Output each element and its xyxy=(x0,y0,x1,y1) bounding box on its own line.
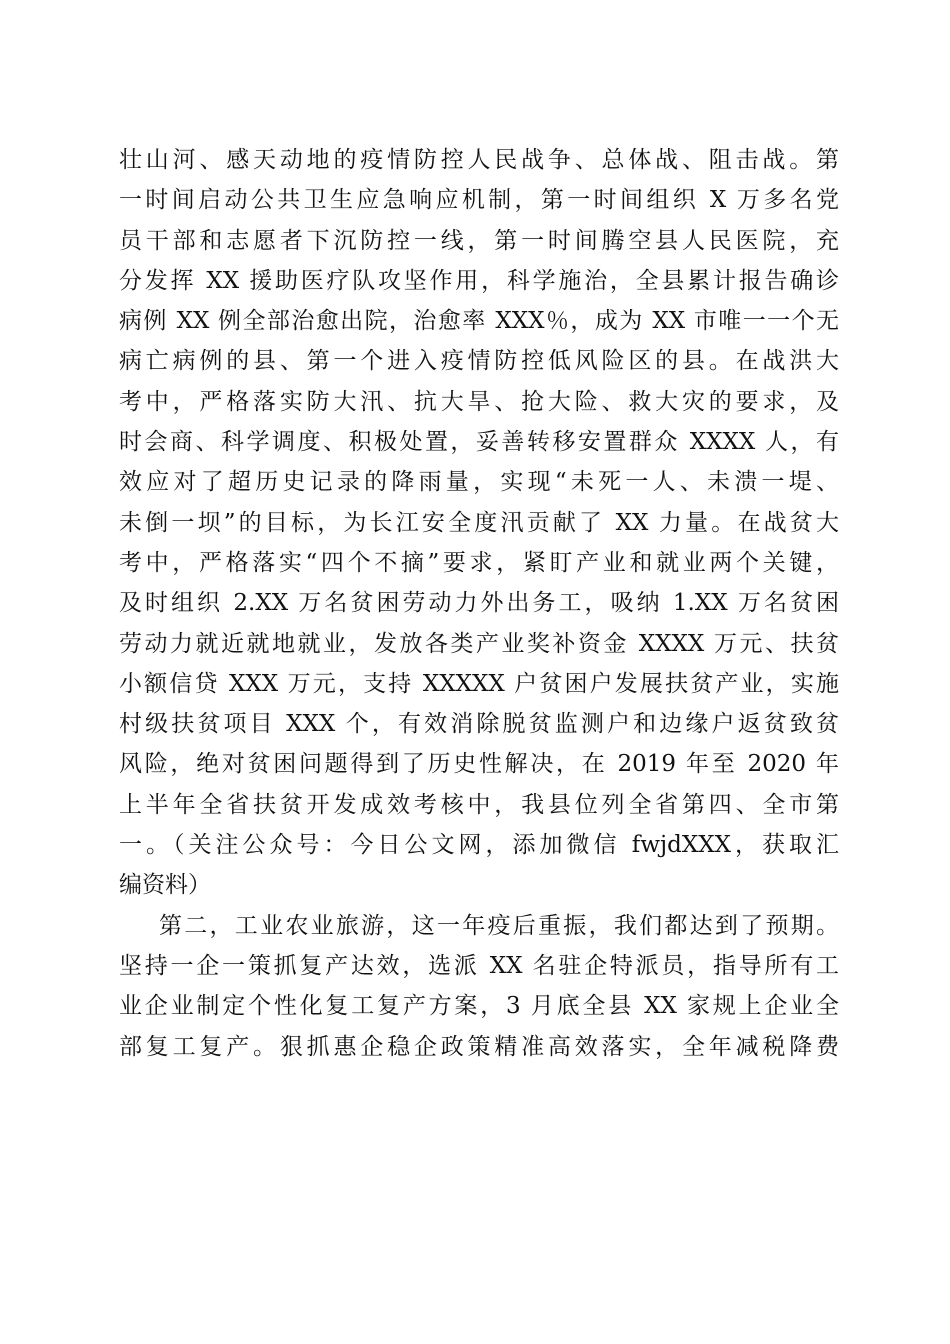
document-body xyxy=(119,140,839,1067)
paragraph-line: 及时组织 2.XX 万名贫困劳动力外出务工，吸纳 1.XX 万名贫困 xyxy=(119,590,839,617)
paragraph-line: 考中，严格落实“四个不摘”要求，紧盯产业和就业两个关键， xyxy=(119,549,839,576)
paragraph-line: 壮山河、感天动地的疫情防控人民战争、总体战、阻击战。第 xyxy=(119,147,839,173)
paragraph-2 xyxy=(119,906,839,1067)
paragraph-line: 业企业制定个性化复工复产方案，3 月底全县 XX 家规上企业全 xyxy=(119,993,839,1020)
paragraph-line: 病例 XX 例全部治愈出院，治愈率 XXX％，成为 XX 市唯一一个无 xyxy=(119,308,839,335)
paragraph-line: 劳动力就近就地就业，发放各类产业奖补资金 XXXX 万元、扶贫 xyxy=(119,630,839,657)
paragraph-line: 分发挥 XX 援助医疗队攻坚作用，科学施治，全县累计报告确诊 xyxy=(119,267,839,294)
paragraph-line: 村级扶贫项目 XXX 个，有效消除脱贫监测户和边缘户返贫致贫 xyxy=(119,711,839,738)
paragraph-line: 一。（关注公众号：今日公文网，添加微信 fwjdXXX，获取汇 xyxy=(119,832,839,859)
paragraph-line: 病亡病例的县、第一个进入疫情防控低风险区的县。在战洪大 xyxy=(119,348,839,375)
paragraph-line: 编资料） xyxy=(119,872,211,899)
paragraph-line: 未倒一坝”的目标，为长江安全度汛贡献了 XX 力量。在战贫大 xyxy=(119,509,839,536)
paragraph-line: 考中，严格落实防大汛、抗大旱、抢大险、救大灾的要求，及 xyxy=(119,388,839,415)
paragraph-line: 时会商、科学调度、积极处置，妥善转移安置群众 XXXX 人，有 xyxy=(119,429,839,456)
paragraph-1 xyxy=(119,140,839,906)
paragraph-line: 部复工复产。狠抓惠企稳企政策精准高效落实，全年减税降费 xyxy=(119,1033,839,1060)
paragraph-line: 员干部和志愿者下沉防控一线，第一时间腾空县人民医院，充 xyxy=(119,227,839,254)
paragraph-line: 一时间启动公共卫生应急响应机制，第一时间组织 X 万多名党 xyxy=(119,187,839,214)
paragraph-line: 上半年全省扶贫开发成效考核中，我县位列全省第四、全市第 xyxy=(119,791,839,818)
paragraph-line: 效应对了超历史记录的降雨量，实现“未死一人、未溃一堤、 xyxy=(119,469,839,496)
paragraph-line: 第二，工业农业旅游，这一年疫后重振，我们都达到了预期。 xyxy=(159,912,839,939)
paragraph-line: 坚持一企一策抓复产达效，选派 XX 名驻企特派员，指导所有工 xyxy=(119,952,839,979)
paragraph-line: 风险，绝对贫困问题得到了历史性解决，在 2019 年至 2020 年 xyxy=(119,751,839,778)
paragraph-line: 小额信贷 XXX 万元，支持 XXXXX 户贫困户发展扶贫产业，实施 xyxy=(119,670,839,697)
